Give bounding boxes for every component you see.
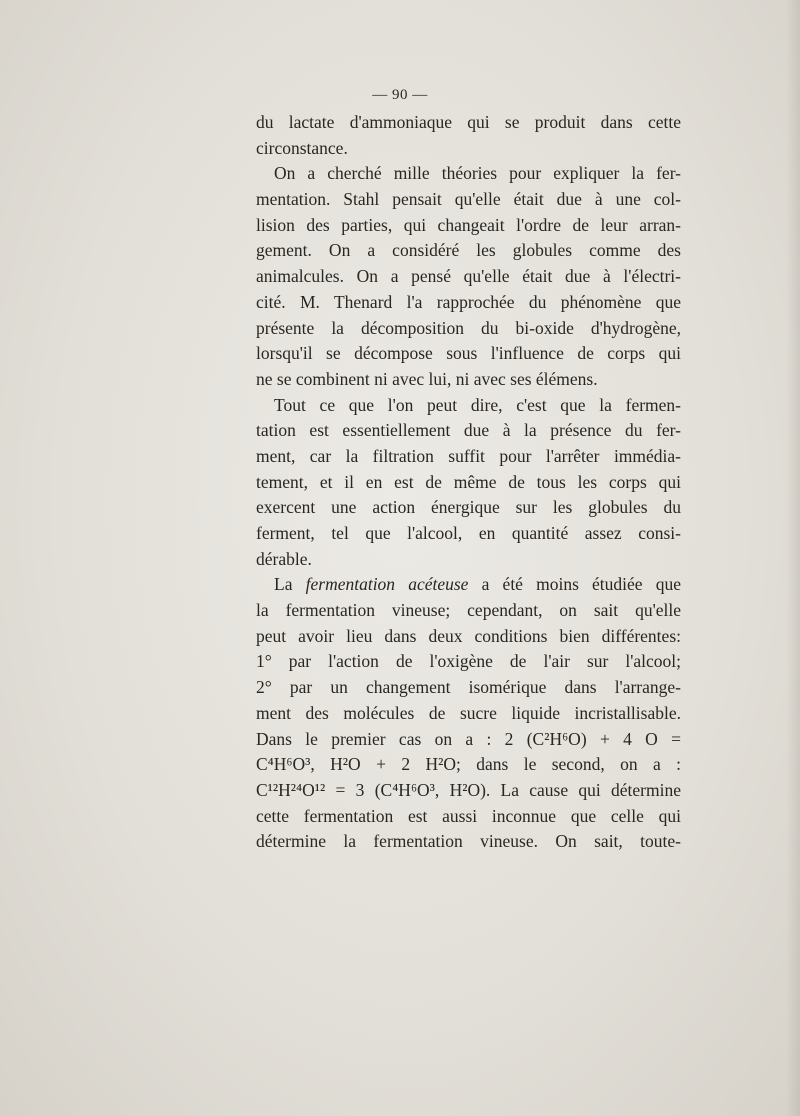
text-line: ment, car la filtration suffit pour l'arrêter immédia- [256,445,681,466]
text-line: gement. On a considéré les globules comme des [256,240,681,261]
page-edge-shadow [786,0,800,1116]
text-line: 1° par l'action de l'oxigène de l'air sur l'alcool; [256,651,681,672]
text-line-fermentation-aceteuse [256,572,681,598]
text-line: la fermentation vineuse; cependant, on sait qu'elle [256,600,681,621]
text-line: circonstance. [256,137,348,158]
text-line: du lactate d'ammoniaque qui se produit dans cette [256,112,681,132]
text-block-1 [256,110,681,572]
para3-after: a été moins étudiée que [468,574,681,595]
body-text [256,110,681,855]
text-line: cité. M. Thenard l'a rapprochée du phénomène que [256,291,681,312]
text-line: On a cherché mille théories pour expliquer la fer- [274,163,681,184]
text-line: C⁴H⁶O³, H²O + 2 H²O; dans le second, on a : [256,754,681,775]
text-line: cette fermentation est aussi inconnue que celle qui [256,805,681,826]
text-line: présente la décomposition du bi-oxide d'hydrogène, [256,317,681,338]
text-line: peut avoir lieu dans deux conditions bien différentes: [256,625,681,646]
text-line: dérable. [256,548,312,569]
text-line: exercent une action énergique sur les globules du [256,497,681,518]
text-line: mentation. Stahl pensait qu'elle était due à une col- [256,189,681,210]
text-line: tation est essentiellement due à la présence du fer- [256,420,681,441]
text-line: ferment, tel que l'alcool, en quantité assez consi- [256,523,681,543]
text-line: ment des molécules de sucre liquide incristallisable. [256,702,681,723]
text-line: tement, et il en est de même de tous les corps qui [256,471,681,492]
text-line: lorsqu'il se décompose sous l'influence de corps qui [256,343,681,364]
text-line: Tout ce que l'on peut dire, c'est que la fermen- [274,394,681,415]
text-line: détermine la fermentation vineuse. On sait, toute- [256,831,681,852]
text-line: lision des parties, qui changeait l'ordre de leur arran- [256,214,681,235]
para3-italic-term: fermentation acéteuse [305,574,469,595]
text-line: animalcules. On a pensé qu'elle était due à l'électri- [256,266,681,287]
text-line: C¹²H²⁴O¹² = 3 (C⁴H⁶O³, H²O). La cause qui détermine [256,779,681,800]
text-line: ne se combinent ni avec lui, ni avec ses élémens. [256,368,598,389]
text-block-2 [256,598,681,855]
page-number: — 90 — [372,87,428,103]
text-line: 2° par un changement isomérique dans l'arrange- [256,677,681,698]
text-line: Dans le premier cas on a : 2 (C²H⁶O) + 4 O = [256,728,681,749]
para3-before: La [274,574,306,595]
